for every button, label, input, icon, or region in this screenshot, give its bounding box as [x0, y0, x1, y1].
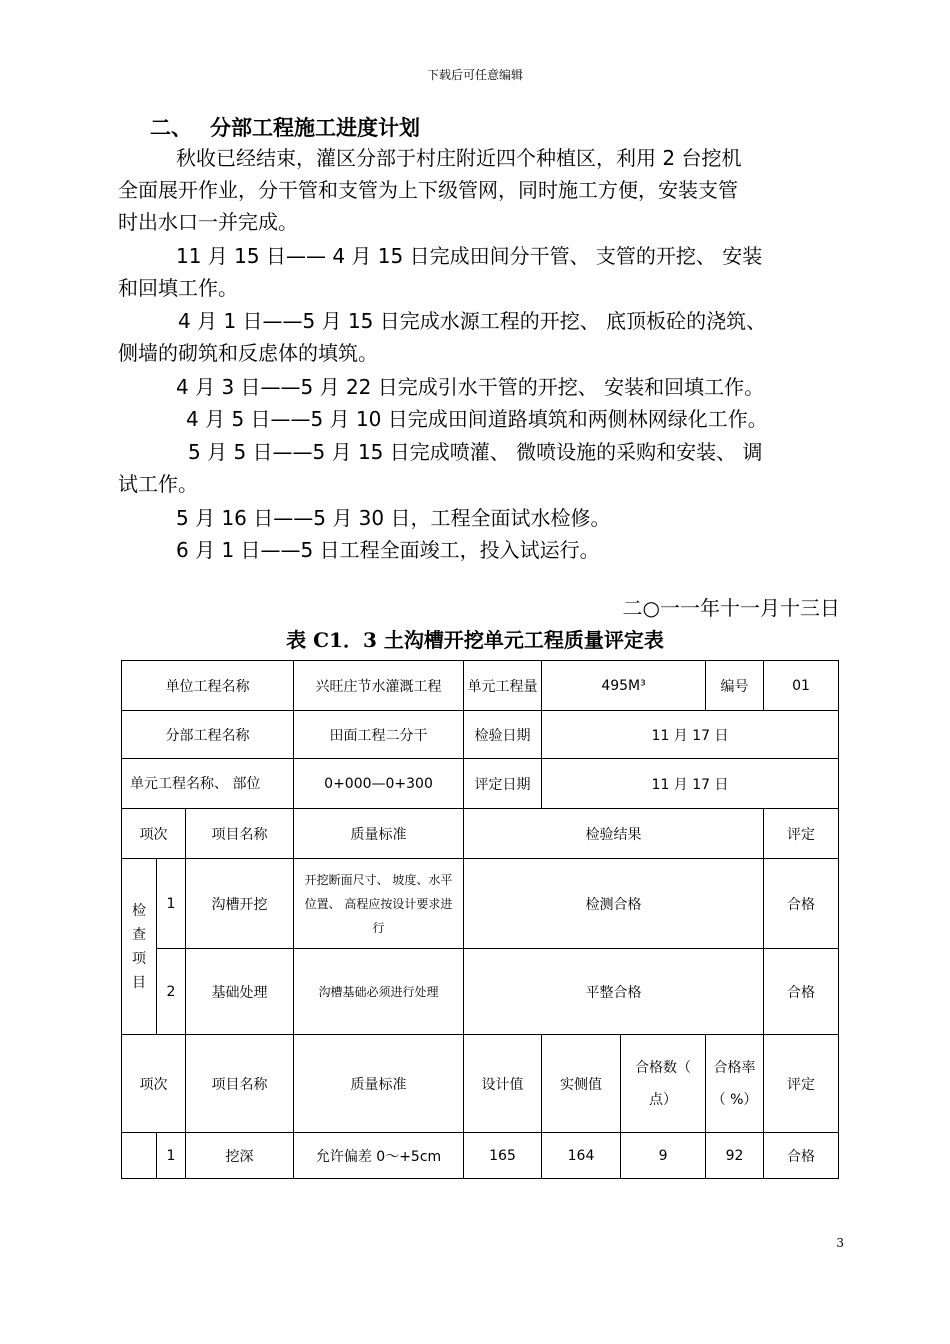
col-header-result: 检验结果 — [464, 809, 764, 859]
paragraph-line: 时出水口一并完成。 — [118, 210, 298, 234]
unit-quantity-value: 495M³ — [542, 661, 706, 711]
check-item-result: 检测合格 — [464, 859, 764, 949]
paragraph-line: 6 月 1 日——5 日工程全面竣工，投入试运行。 — [176, 538, 600, 562]
section-number: 二、 — [150, 116, 192, 140]
header-note: 下载后可任意编辑 — [426, 68, 523, 82]
section-title: 分部工程施工进度计划 — [210, 116, 420, 140]
col-header-design: 设计值 — [464, 1035, 542, 1133]
col-header-item-name: 项目名称 — [186, 1035, 294, 1133]
paragraph — [118, 534, 842, 566]
measure-item-standard: 允许偏差 0～+5cm — [294, 1133, 464, 1179]
col-header-actual: 实侧值 — [542, 1035, 621, 1133]
table-row — [122, 661, 839, 711]
serial-label: 编号 — [706, 661, 764, 711]
col-header-standard: 质量标准 — [294, 809, 464, 859]
check-item-name: 沟槽开挖 — [186, 859, 294, 949]
measure-item-pass-rate: 92 — [706, 1133, 764, 1179]
table-title: 表 C1．3 土沟槽开挖单元工程质量评定表 — [286, 628, 664, 652]
page-number: 3 — [836, 1236, 844, 1250]
paragraph-line: 4 月 5 日——5 月 10 日完成田间道路填筑和两侧林网绿化工作。 — [186, 407, 768, 431]
unit-project-value: 兴旺庄节水灌溉工程 — [294, 661, 464, 711]
assess-date-value: 11 月 17 日 — [542, 759, 839, 809]
check-group-label: 检查项目 — [122, 859, 157, 1035]
check-item-assess: 合格 — [764, 859, 839, 949]
paragraph-line: 试工作。 — [118, 472, 198, 496]
check-item-standard: 开挖断面尺寸、 坡度、水平位置、 高程应按设计要求进行 — [294, 859, 464, 949]
paragraph-line: 4 月 1 日——5 月 15 日完成水源工程的开挖、 底顶板砼的浇筑、 — [178, 309, 767, 333]
table-row — [122, 949, 839, 1035]
measure-item-pass-count: 9 — [621, 1133, 706, 1179]
col-header-item-name: 项目名称 — [186, 809, 294, 859]
col-header-assess: 评定 — [764, 809, 839, 859]
check-item-name: 基础处理 — [186, 949, 294, 1035]
section-heading — [150, 112, 420, 142]
paragraph — [118, 502, 842, 534]
check-item-assess: 合格 — [764, 949, 839, 1035]
quality-assessment-table — [121, 660, 839, 1179]
table-header-row — [122, 1035, 839, 1133]
col-header-item-no: 项次 — [122, 809, 186, 859]
check-item-no: 1 — [157, 859, 186, 949]
table-row — [122, 711, 839, 759]
inspect-date-label: 检验日期 — [464, 711, 542, 759]
sub-project-label: 分部工程名称 — [122, 711, 294, 759]
paragraph-line: 11 月 15 日—— 4 月 15 日完成田间分干管、 支管的开挖、 安装 — [176, 244, 763, 268]
measure-item-assess: 合格 — [764, 1133, 839, 1179]
paragraph-line: 4 月 3 日——5 月 22 日完成引水干管的开挖、 安装和回填工作。 — [176, 375, 765, 399]
empty-cell — [122, 1133, 157, 1179]
document-date: 二○一一年十一月十三日 — [622, 596, 840, 620]
table-row — [122, 859, 839, 949]
serial-value: 01 — [764, 661, 839, 711]
measure-item-name: 挖深 — [186, 1133, 294, 1179]
measure-item-design: 165 — [464, 1133, 542, 1179]
check-item-standard: 沟槽基础必须进行处理 — [294, 949, 464, 1035]
unit-project-label: 单位工程名称 — [122, 661, 294, 711]
col-header-pass-count: 合格数（ 点） — [621, 1035, 706, 1133]
table-row — [122, 1133, 839, 1179]
col-header-item-no: 项次 — [122, 1035, 186, 1133]
paragraph — [118, 240, 842, 304]
check-item-no: 2 — [157, 949, 186, 1035]
measure-item-actual: 164 — [542, 1133, 621, 1179]
paragraph-line: 侧墙的砌筑和反虑体的填筑。 — [118, 341, 378, 365]
measure-item-no: 1 — [157, 1133, 186, 1179]
paragraph — [118, 142, 842, 238]
table-header-row — [122, 809, 839, 859]
assess-date-label: 评定日期 — [464, 759, 542, 809]
paragraph — [118, 305, 842, 369]
paragraph-line: 5 月 16 日——5 月 30 日，工程全面试水检修。 — [176, 506, 611, 530]
col-header-assess: 评定 — [764, 1035, 839, 1133]
paragraph-line: 秋收已经结束，灌区分部于村庄附近四个种植区，利用 2 台挖机 — [176, 146, 742, 170]
paragraph — [118, 436, 842, 500]
unit-quantity-label: 单元工程量 — [464, 661, 542, 711]
unit-name-label: 单元工程名称、 部位 — [122, 759, 294, 809]
col-header-standard: 质量标准 — [294, 1035, 464, 1133]
table-row — [122, 759, 839, 809]
paragraph-line: 5 月 5 日——5 月 15 日完成喷灌、 微喷设施的采购和安装、 调 — [188, 440, 763, 464]
inspect-date-value: 11 月 17 日 — [542, 711, 839, 759]
paragraph-line: 全面展开作业，分干管和支管为上下级管网，同时施工方便，安装支管 — [118, 178, 738, 202]
unit-name-value: 0+000—0+300 — [294, 759, 464, 809]
paragraph — [118, 403, 842, 435]
col-header-pass-rate: 合格率（ %） — [706, 1035, 764, 1133]
check-item-result: 平整合格 — [464, 949, 764, 1035]
paragraph-line: 和回填工作。 — [118, 276, 238, 300]
paragraph — [118, 371, 842, 403]
sub-project-value: 田面工程二分干 — [294, 711, 464, 759]
